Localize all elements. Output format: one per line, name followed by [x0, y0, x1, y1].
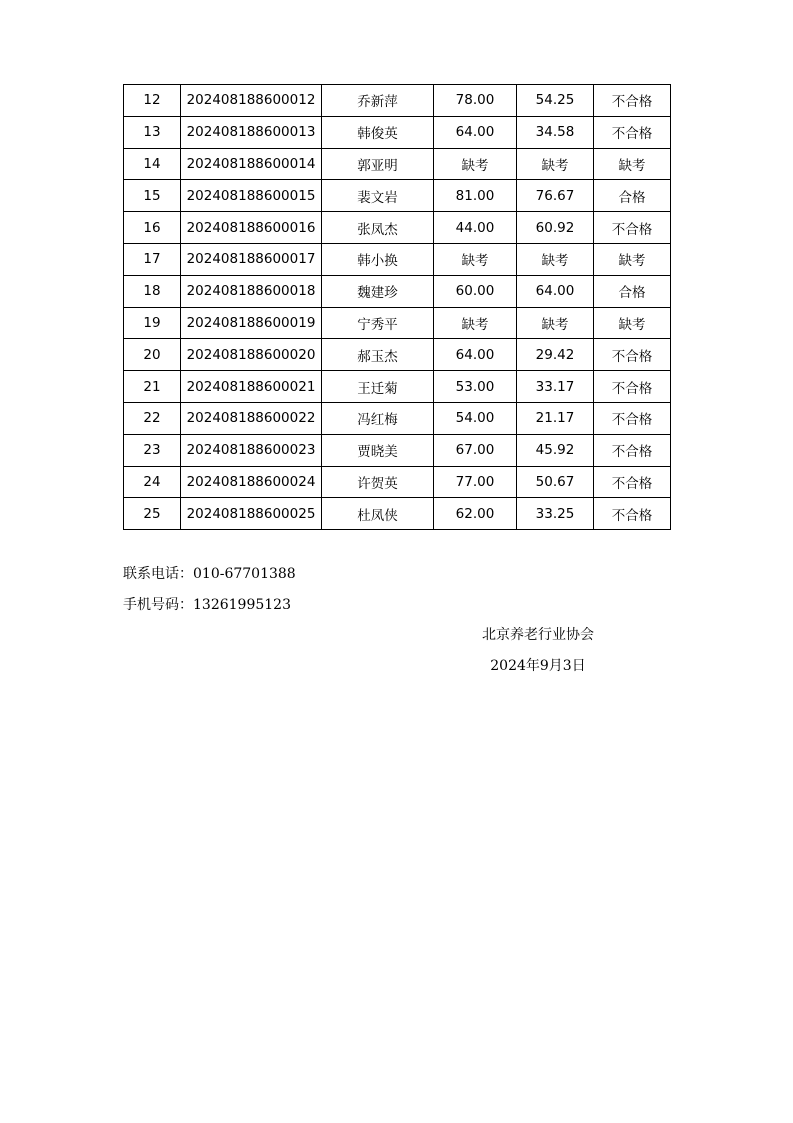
table-row — [124, 339, 671, 371]
result-cell: 缺考 — [594, 243, 671, 275]
seq-cell: 19 — [124, 307, 181, 339]
table-row — [124, 434, 671, 466]
score1-cell: 62.00 — [434, 498, 517, 530]
name-cell: 许贺英 — [322, 466, 434, 498]
score2-cell: 76.67 — [517, 180, 594, 212]
seq-cell: 13 — [124, 116, 181, 148]
table-row — [124, 85, 671, 117]
score1-cell: 78.00 — [434, 85, 517, 117]
name-cell: 韩俊英 — [322, 116, 434, 148]
score2-cell: 33.25 — [517, 498, 594, 530]
name-cell: 乔新萍 — [322, 85, 434, 117]
name-cell: 张凤杰 — [322, 212, 434, 244]
exam-id-cell: 202408188600012 — [181, 85, 322, 117]
seq-cell: 18 — [124, 275, 181, 307]
results-table-body — [124, 85, 671, 530]
exam-id-cell: 202408188600020 — [181, 339, 322, 371]
result-cell: 不合格 — [594, 434, 671, 466]
score1-cell: 64.00 — [434, 116, 517, 148]
seq-cell: 12 — [124, 85, 181, 117]
score2-cell: 60.92 — [517, 212, 594, 244]
table-row — [124, 498, 671, 530]
score1-cell: 60.00 — [434, 275, 517, 307]
exam-id-cell: 202408188600013 — [181, 116, 322, 148]
result-cell: 缺考 — [594, 307, 671, 339]
table-row — [124, 275, 671, 307]
exam-id-cell: 202408188600024 — [181, 466, 322, 498]
name-cell: 杜凤侠 — [322, 498, 434, 530]
table-row — [124, 402, 671, 434]
name-cell: 宁秀平 — [322, 307, 434, 339]
seq-cell: 20 — [124, 339, 181, 371]
name-cell: 贾晓美 — [322, 434, 434, 466]
name-cell: 魏建珍 — [322, 275, 434, 307]
exam-id-cell: 202408188600018 — [181, 275, 322, 307]
exam-id-cell: 202408188600015 — [181, 180, 322, 212]
result-cell: 缺考 — [594, 148, 671, 180]
table-row — [124, 466, 671, 498]
score1-cell: 64.00 — [434, 339, 517, 371]
seq-cell: 14 — [124, 148, 181, 180]
contact-phone: 联系电话：010-67701388 — [123, 566, 296, 582]
contact-mobile: 手机号码：13261995123 — [123, 597, 291, 613]
score2-cell: 45.92 — [517, 434, 594, 466]
signature-date: 2024年9月3日 — [490, 658, 586, 674]
score1-cell: 54.00 — [434, 402, 517, 434]
table-row — [124, 243, 671, 275]
table-row — [124, 148, 671, 180]
exam-id-cell: 202408188600021 — [181, 371, 322, 403]
exam-id-cell: 202408188600023 — [181, 434, 322, 466]
table-row — [124, 212, 671, 244]
name-cell: 冯红梅 — [322, 402, 434, 434]
exam-id-cell: 202408188600017 — [181, 243, 322, 275]
score1-cell: 67.00 — [434, 434, 517, 466]
score2-cell: 64.00 — [517, 275, 594, 307]
seq-cell: 22 — [124, 402, 181, 434]
score2-cell: 54.25 — [517, 85, 594, 117]
score2-cell: 29.42 — [517, 339, 594, 371]
seq-cell: 16 — [124, 212, 181, 244]
table-row — [124, 180, 671, 212]
exam-id-cell: 202408188600016 — [181, 212, 322, 244]
result-cell: 合格 — [594, 180, 671, 212]
result-cell: 不合格 — [594, 339, 671, 371]
name-cell: 郭亚明 — [322, 148, 434, 180]
score2-cell: 缺考 — [517, 307, 594, 339]
signature-organization: 北京养老行业协会 — [482, 627, 594, 643]
seq-cell: 24 — [124, 466, 181, 498]
result-cell: 合格 — [594, 275, 671, 307]
table-row — [124, 371, 671, 403]
exam-id-cell: 202408188600019 — [181, 307, 322, 339]
table-row — [124, 116, 671, 148]
name-cell: 裴文岩 — [322, 180, 434, 212]
score1-cell: 缺考 — [434, 243, 517, 275]
score2-cell: 21.17 — [517, 402, 594, 434]
score2-cell: 50.67 — [517, 466, 594, 498]
score1-cell: 81.00 — [434, 180, 517, 212]
score2-cell: 缺考 — [517, 148, 594, 180]
name-cell: 王迁菊 — [322, 371, 434, 403]
exam-id-cell: 202408188600014 — [181, 148, 322, 180]
results-table — [123, 84, 671, 530]
score1-cell: 77.00 — [434, 466, 517, 498]
score2-cell: 34.58 — [517, 116, 594, 148]
score1-cell: 缺考 — [434, 148, 517, 180]
result-cell: 不合格 — [594, 212, 671, 244]
result-cell: 不合格 — [594, 466, 671, 498]
score1-cell: 缺考 — [434, 307, 517, 339]
seq-cell: 23 — [124, 434, 181, 466]
exam-id-cell: 202408188600022 — [181, 402, 322, 434]
result-cell: 不合格 — [594, 402, 671, 434]
seq-cell: 25 — [124, 498, 181, 530]
score1-cell: 53.00 — [434, 371, 517, 403]
seq-cell: 17 — [124, 243, 181, 275]
result-cell: 不合格 — [594, 371, 671, 403]
score2-cell: 缺考 — [517, 243, 594, 275]
score1-cell: 44.00 — [434, 212, 517, 244]
score2-cell: 33.17 — [517, 371, 594, 403]
seq-cell: 15 — [124, 180, 181, 212]
exam-id-cell: 202408188600025 — [181, 498, 322, 530]
result-cell: 不合格 — [594, 498, 671, 530]
result-cell: 不合格 — [594, 116, 671, 148]
result-cell: 不合格 — [594, 85, 671, 117]
seq-cell: 21 — [124, 371, 181, 403]
table-row — [124, 307, 671, 339]
name-cell: 郝玉杰 — [322, 339, 434, 371]
name-cell: 韩小换 — [322, 243, 434, 275]
